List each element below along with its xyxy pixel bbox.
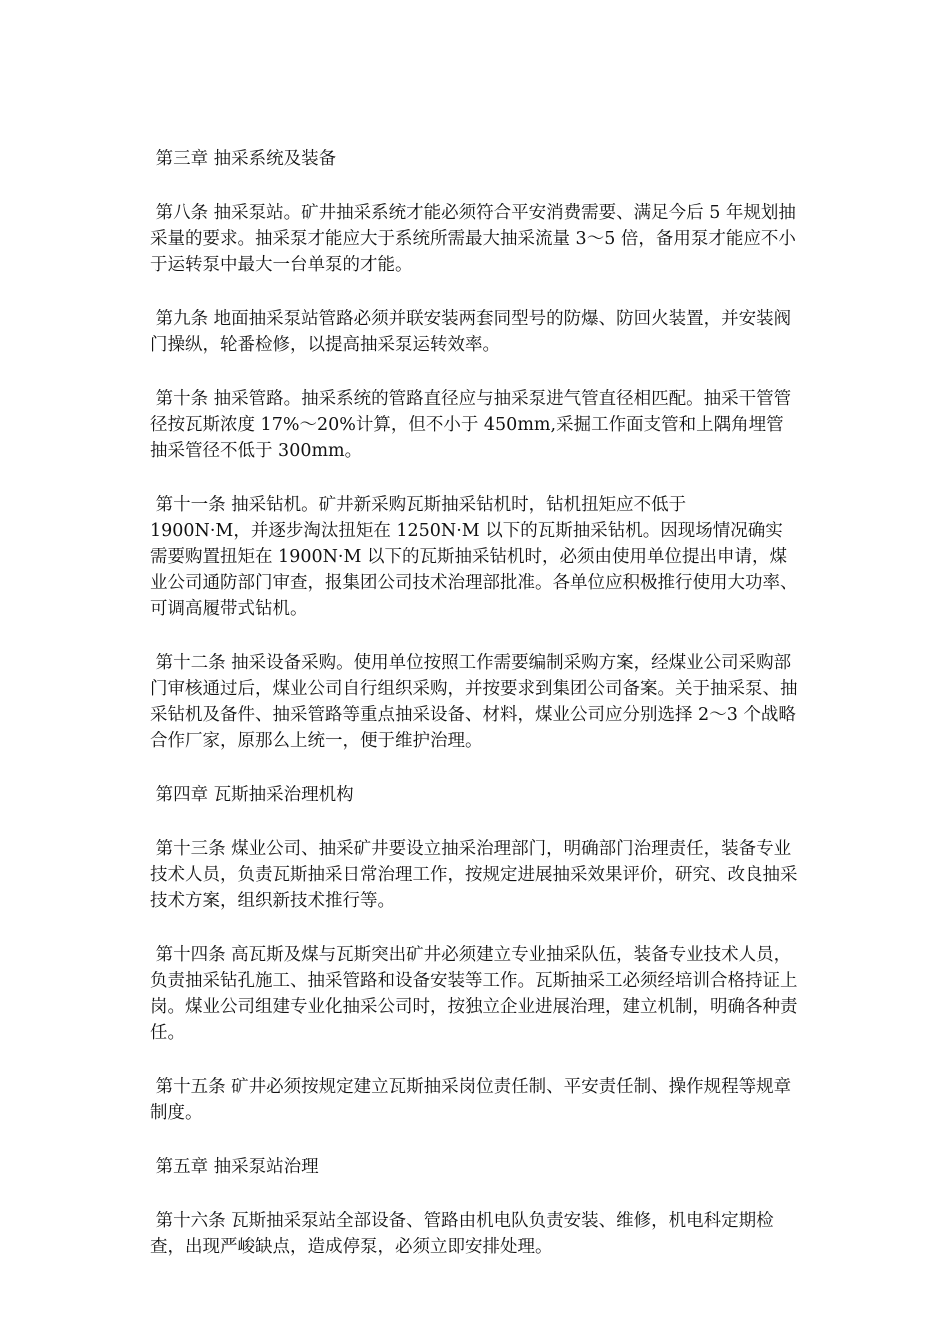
article-12: 第十二条 抽采设备采购。使用单位按照工作需要编制采购方案，经煤业公司采购部门审核通过后，煤业公司自行组织采购，并按要求到集团公司备案。关于抽采泵、抽采钻机及备件、抽采管路等重点抽采设备、材料，煤业公司应分别选择 2～3 个战略合作厂家，原那么上统一，便于维护治理。	[150, 653, 798, 751]
document-page	[150, 146, 798, 1288]
article-16: 第十六条 瓦斯抽采泵站全部设备、管路由机电队负责安装、维修，机电科定期检查，出现严峻缺点，造成停泵，必须立即安排处理。	[150, 1211, 774, 1257]
article-15: 第十五条 矿井必须按规定建立瓦斯抽采岗位责任制、平安责任制、操作规程等规章制度。	[150, 1077, 792, 1123]
article-14: 第十四条 高瓦斯及煤与瓦斯突出矿井必须建立专业抽采队伍，装备专业技术人员，负责抽采钻孔施工、抽采管路和设备安装等工作。瓦斯抽采工必须经培训合格持证上岗。煤业公司组建专业化抽采公司时，按独立企业进展治理，建立机制，明确各种责任。	[150, 945, 798, 1043]
article-8: 第八条 抽采泵站。矿井抽采系统才能必须符合平安消费需要、满足今后 5 年规划抽采量的要求。抽采泵才能应大于系统所需最大抽采流量 3～5 倍，备用泵才能应不小于运转泵中最大一台单泵的才能。	[150, 203, 796, 275]
article-9: 第九条 地面抽采泵站管路必须并联安装两套同型号的防爆、防回火装置，并安装阀门操纵，轮番检修，以提高抽采泵运转效率。	[150, 309, 792, 355]
article-11: 第十一条 抽采钻机。矿井新采购瓦斯抽采钻机时，钻机扭矩应不低于 1900N·M，并逐步淘汰扭矩在 1250N·M 以下的瓦斯抽采钻机。因现场情况确实需要购置扭矩在 1900N·M 以下的瓦斯抽采钻机时，必须由使用单位提出申请，煤业公司通防部门审查，报集团公司技术治理部批准。各单位应积极推行使用大功率、可调高履带式钻机。	[150, 495, 798, 619]
chapter-heading-3: 第三章 抽采系统及装备	[150, 149, 337, 169]
article-13: 第十三条 煤业公司、抽采矿井要设立抽采治理部门，明确部门治理责任，装备专业技术人员，负责瓦斯抽采日常治理工作，按规定进展抽采效果评价，研究、改良抽采技术方案，组织新技术推行等。	[150, 839, 798, 911]
chapter-heading-5: 第五章 抽采泵站治理	[150, 1157, 319, 1177]
chapter-heading-4: 第四章 瓦斯抽采治理机构	[150, 785, 354, 805]
article-10: 第十条 抽采管路。抽采系统的管路直径应与抽采泵进气管直径相匹配。抽采干管管径按瓦斯浓度 17%～20%计算，但不小于 450mm,采掘工作面支管和上隅角埋管抽采管径不低于 300mm。	[150, 389, 792, 461]
